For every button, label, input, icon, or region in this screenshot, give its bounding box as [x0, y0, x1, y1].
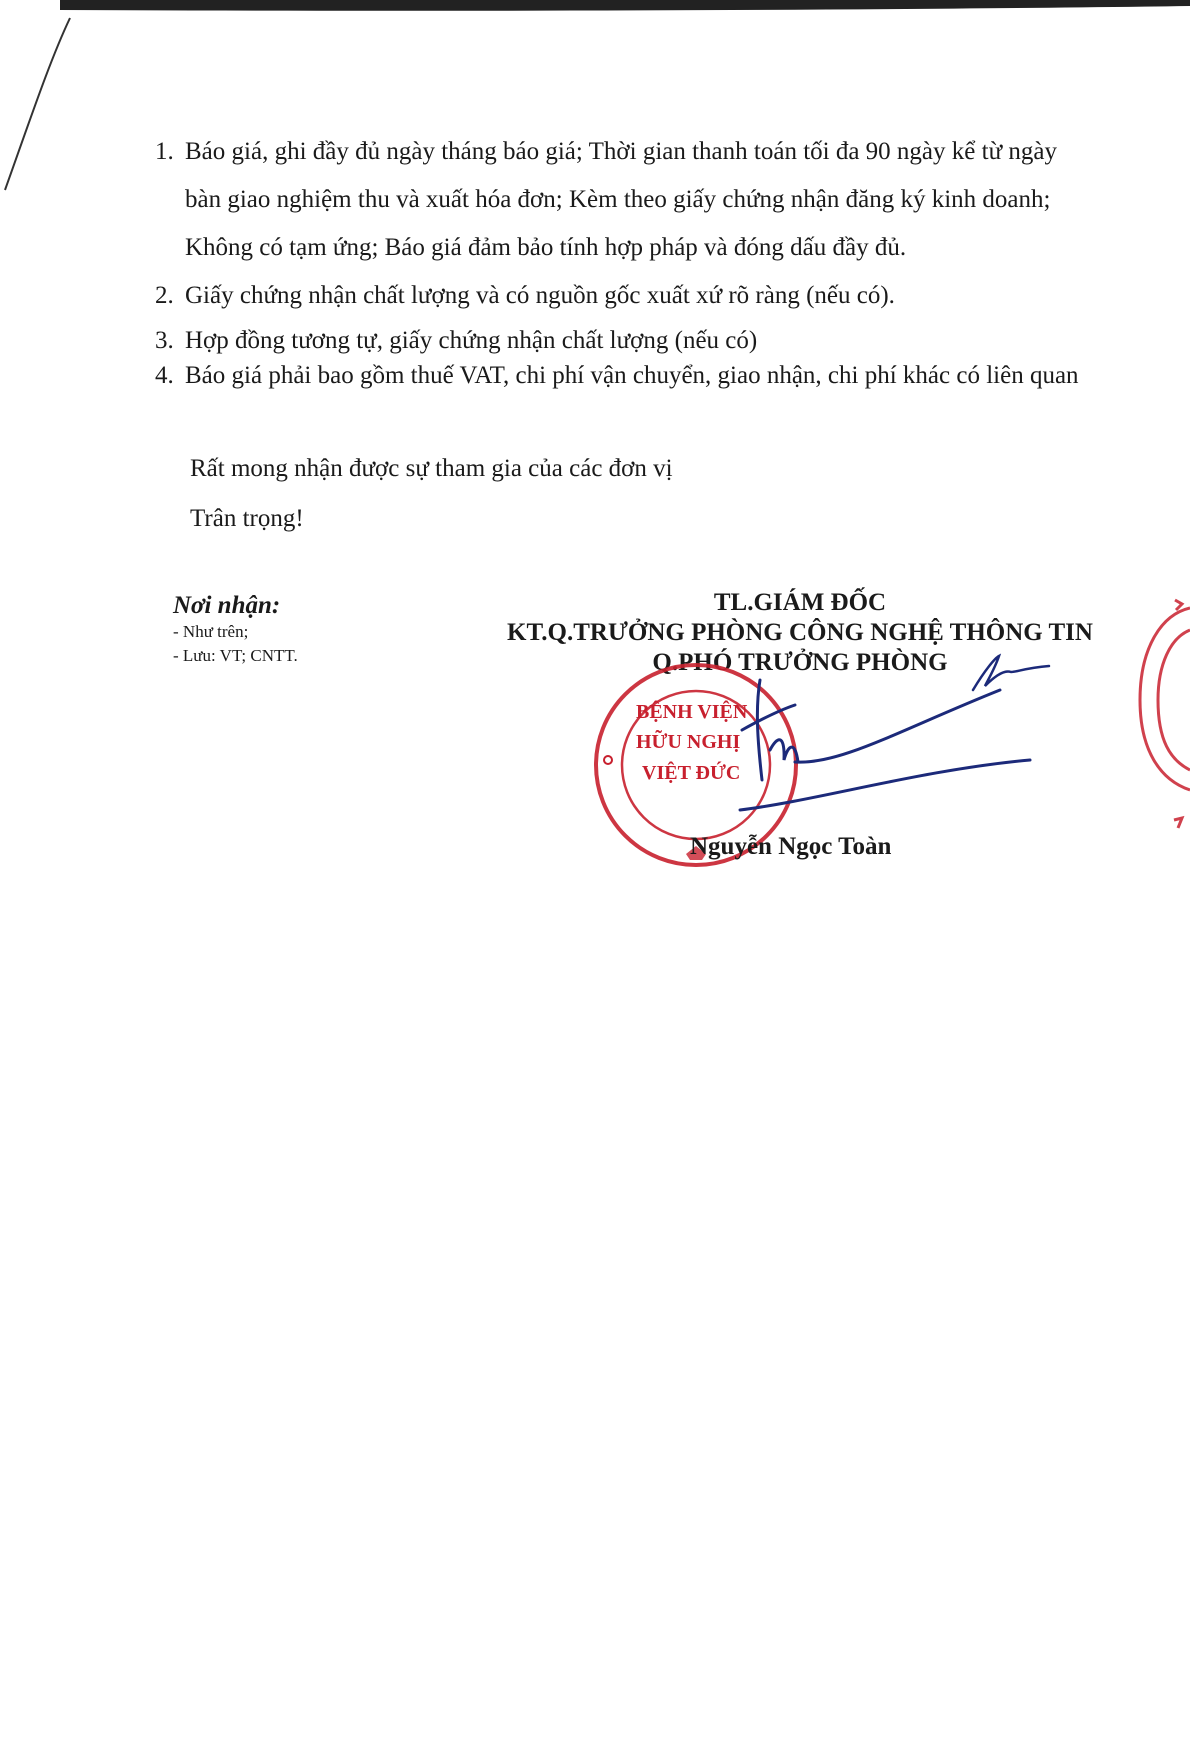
closing-invitation: Rất mong nhận được sự tham gia của các đơn vị: [190, 455, 673, 482]
list-item: [155, 128, 1095, 272]
list-item: [155, 272, 1095, 320]
sign-title-department: KT.Q.TRƯỞNG PHÒNG CÔNG NGHỆ THÔNG TIN: [507, 619, 1093, 646]
requirements-list: [155, 128, 1095, 400]
stamp-text-line-3: VIỆT ĐỨC: [642, 762, 741, 784]
recipients-block: [173, 592, 298, 668]
list-item-number: 2.: [155, 282, 174, 309]
closing-regards: Trân trọng!: [190, 505, 304, 532]
recipient-line: - Như trên;: [173, 622, 249, 641]
list-item-number: 3.: [155, 327, 174, 354]
stamp-text-line-2: HỮU NGHỊ: [636, 731, 741, 753]
sign-title-deputy: Q.PHÓ TRƯỞNG PHÒNG: [652, 649, 948, 676]
stamp-text-line-1: BỆNH VIỆN: [636, 701, 748, 723]
scan-left-edge: [0, 0, 80, 200]
initial-mark: [965, 650, 1055, 695]
list-item: [155, 352, 1095, 400]
sign-title-director: TL.GIÁM ĐỐC: [713, 589, 887, 616]
signer-name: Nguyễn Ngọc Toàn: [690, 833, 892, 860]
recipient-line: - Lưu: VT; CNTT.: [173, 646, 298, 665]
list-item-number: 4.: [155, 362, 174, 389]
recipients-title: Nơi nhận:: [173, 592, 281, 619]
scan-top-edge: [0, 0, 1190, 20]
list-item-text: Hợp đồng tương tự, giấy chứng nhận chất lượng (nếu có): [185, 327, 758, 354]
list-item-text: Giấy chứng nhận chất lượng và có nguồn gốc xuất xứ rõ ràng (nếu có).: [185, 282, 895, 309]
list-item-text: Báo giá, ghi đầy đủ ngày tháng báo giá; Thời gian thanh toán tối đa 90 ngày kể từ ngày bàn giao nghiệm thu và xuất hóa đơn; Kèm theo giấy chứng nhận đăng ký kinh doanh; Không có tạm ứng; Báo giá đảm bảo tính hợp pháp và đóng dấu đầy đủ.: [185, 138, 1057, 261]
list-item-number: 1.: [155, 138, 174, 165]
partial-stamp-edge: [1130, 590, 1190, 890]
list-item-text: Báo giá phải bao gồm thuế VAT, chi phí vận chuyển, giao nhận, chi phí khác có liên quan: [185, 362, 1079, 389]
